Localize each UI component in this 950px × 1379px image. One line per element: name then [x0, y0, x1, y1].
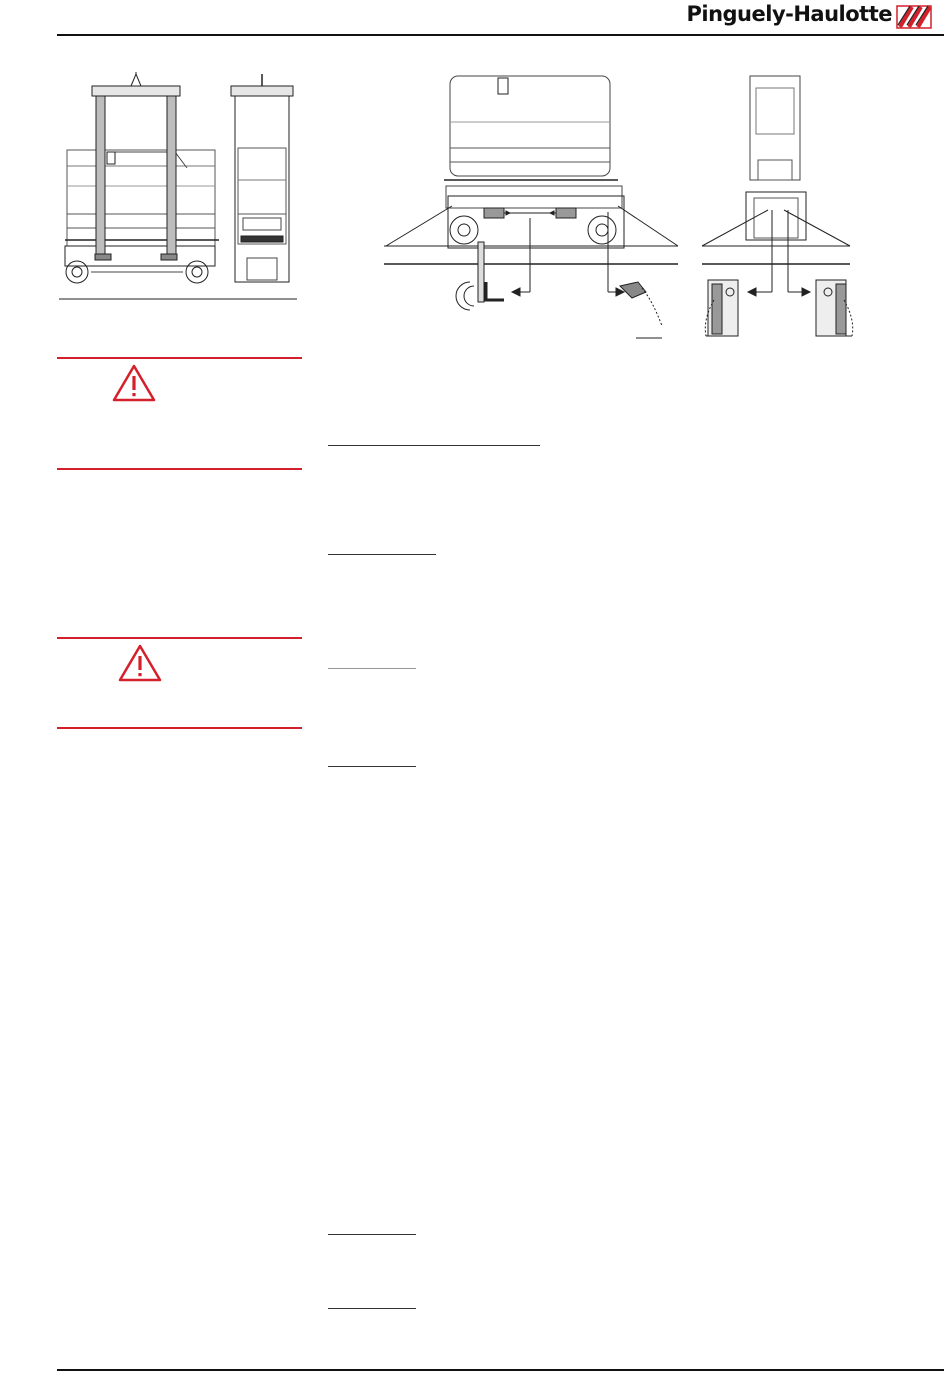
- lifting-diagram: [55, 68, 305, 304]
- brand-logo-icon: [896, 5, 932, 29]
- section-heading-underline: [328, 445, 540, 446]
- section-heading-underline: [328, 1234, 416, 1235]
- warning-top-rule: [57, 637, 302, 639]
- tie-down-diagram: [380, 70, 865, 345]
- section-heading-underline: [328, 668, 416, 669]
- section-heading-underline: [328, 766, 416, 767]
- warning-triangle-icon: [112, 364, 156, 402]
- brand-name: Pinguely-Haulotte: [686, 2, 892, 26]
- header-rule: [57, 34, 944, 36]
- warning-top-rule: [57, 357, 302, 359]
- warning-bottom-rule: [57, 468, 302, 470]
- warning-triangle-icon: [118, 644, 162, 682]
- brand-header: [660, 2, 940, 32]
- footer-rule: [57, 1369, 944, 1371]
- warning-bottom-rule: [57, 727, 302, 729]
- section-heading-underline: [328, 1308, 416, 1309]
- section-heading-underline: [328, 554, 436, 555]
